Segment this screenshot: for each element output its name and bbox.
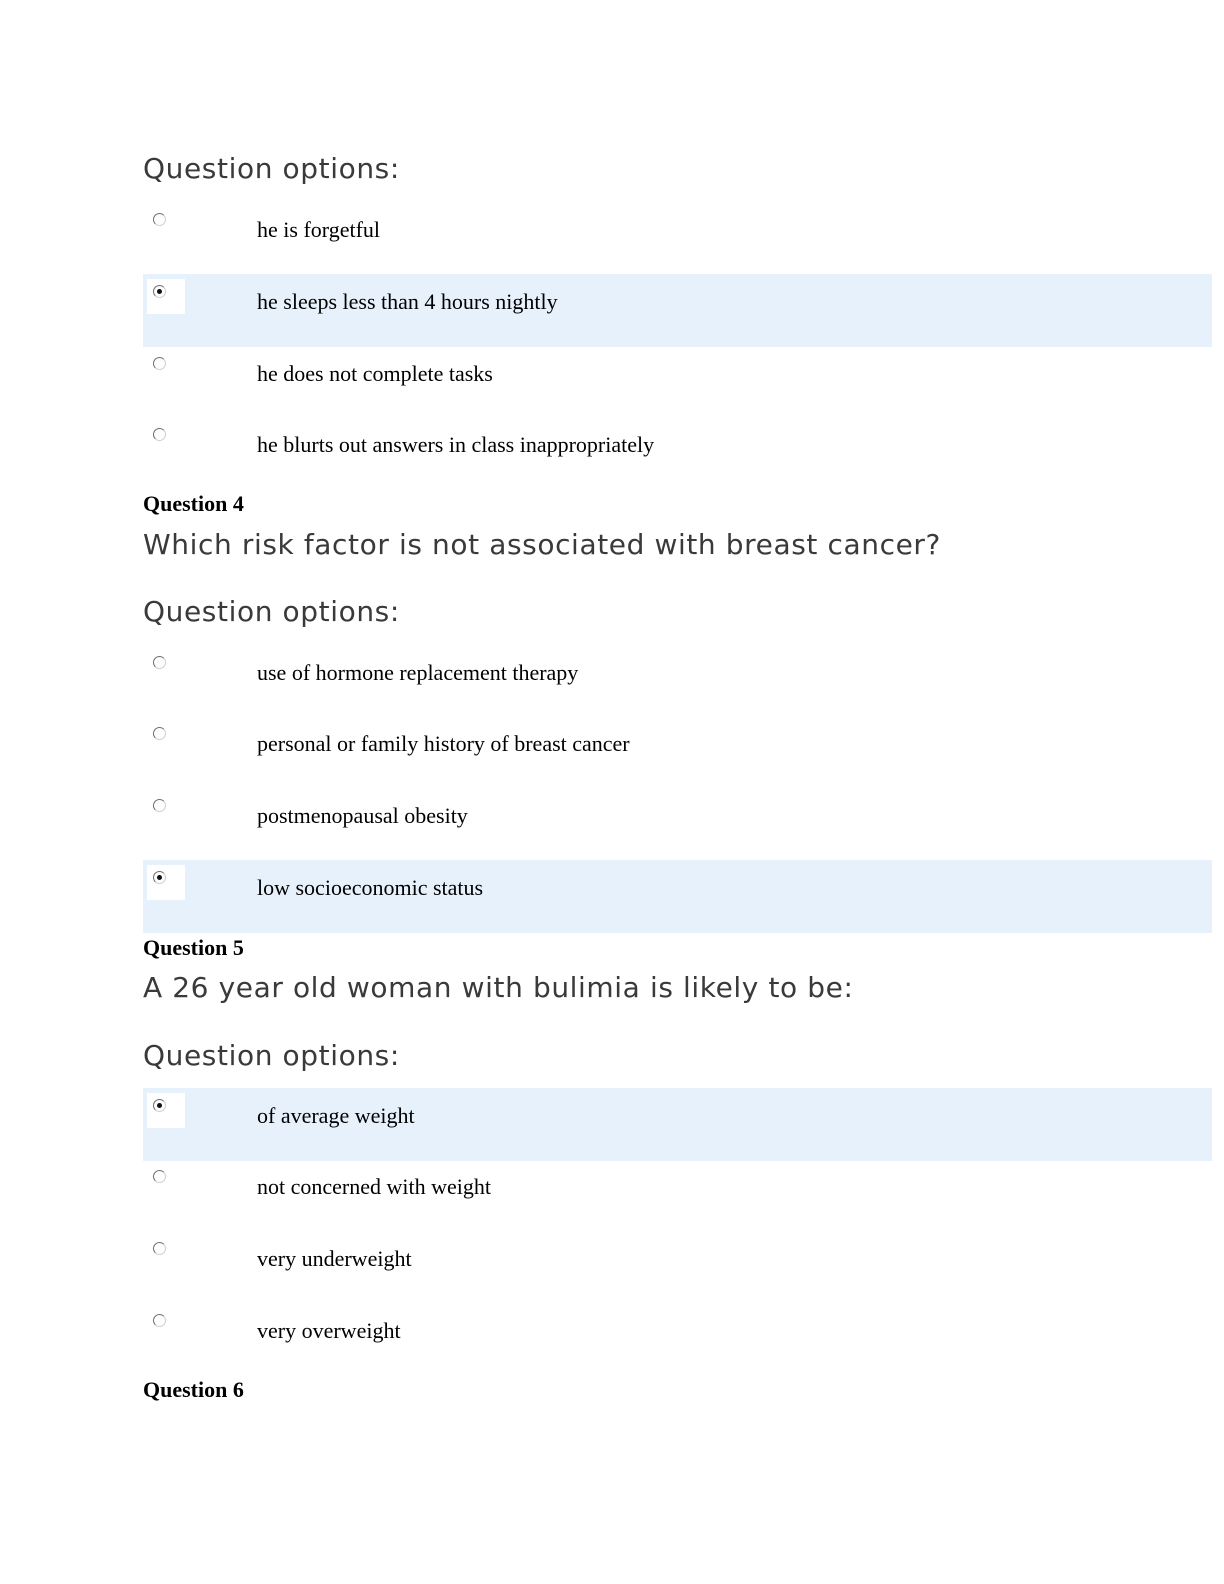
radio-wrap bbox=[147, 1093, 185, 1128]
question-4-prompt: Which risk factor is not associated with breast cancer? bbox=[143, 528, 941, 561]
radio-wrap bbox=[147, 279, 185, 314]
q3-option-1[interactable] bbox=[143, 202, 1212, 275]
question-5-number: Question 5 bbox=[143, 935, 244, 960]
q3-option-2[interactable] bbox=[143, 274, 1212, 347]
option-label: use of hormone replacement therapy bbox=[257, 660, 579, 685]
radio-wrap bbox=[147, 1308, 185, 1343]
question-6-number: Question 6 bbox=[143, 1377, 244, 1402]
radio-button[interactable] bbox=[153, 727, 166, 740]
q4-option-3[interactable] bbox=[143, 788, 1212, 861]
radio-wrap bbox=[147, 1164, 185, 1199]
q5-option-1[interactable] bbox=[143, 1088, 1212, 1161]
radio-wrap bbox=[147, 1236, 185, 1271]
q5-option-3[interactable] bbox=[143, 1231, 1212, 1304]
q5-option-4[interactable] bbox=[143, 1303, 1212, 1376]
q4-option-1[interactable] bbox=[143, 645, 1212, 718]
question-options-heading: Question options: bbox=[143, 152, 400, 185]
option-label: of average weight bbox=[257, 1103, 415, 1128]
radio-button[interactable] bbox=[153, 799, 166, 812]
radio-button[interactable] bbox=[153, 656, 166, 669]
option-label: he sleeps less than 4 hours nightly bbox=[257, 289, 558, 314]
radio-button[interactable] bbox=[153, 213, 166, 226]
option-label: he is forgetful bbox=[257, 217, 381, 242]
q5-option-2[interactable] bbox=[143, 1159, 1212, 1232]
radio-wrap bbox=[147, 793, 185, 828]
radio-wrap bbox=[147, 721, 185, 756]
q3-option-4[interactable] bbox=[143, 417, 1212, 490]
q4-option-4[interactable] bbox=[143, 860, 1212, 933]
q4-option-2[interactable] bbox=[143, 716, 1212, 789]
option-label: not concerned with weight bbox=[257, 1174, 491, 1199]
option-label: low socioeconomic status bbox=[257, 875, 484, 900]
radio-button-selected[interactable] bbox=[153, 871, 166, 884]
option-label: very overweight bbox=[257, 1318, 401, 1343]
radio-button-selected[interactable] bbox=[153, 285, 166, 298]
option-label: he does not complete tasks bbox=[257, 361, 493, 386]
radio-button[interactable] bbox=[153, 357, 166, 370]
radio-wrap bbox=[147, 422, 185, 457]
radio-wrap bbox=[147, 207, 185, 242]
radio-wrap bbox=[147, 865, 185, 900]
question-5-prompt: A 26 year old woman with bulimia is likely to be: bbox=[143, 971, 854, 1004]
radio-button-selected[interactable] bbox=[153, 1099, 166, 1112]
option-label: very underweight bbox=[257, 1246, 412, 1271]
question-options-heading: Question options: bbox=[143, 595, 400, 628]
q3-option-3[interactable] bbox=[143, 346, 1212, 419]
radio-button[interactable] bbox=[153, 1242, 166, 1255]
question-options-heading: Question options: bbox=[143, 1039, 400, 1072]
option-label: he blurts out answers in class inappropriately bbox=[257, 432, 655, 457]
radio-wrap bbox=[147, 351, 185, 386]
radio-button[interactable] bbox=[153, 1170, 166, 1183]
radio-button[interactable] bbox=[153, 1314, 166, 1327]
radio-button[interactable] bbox=[153, 428, 166, 441]
option-label: personal or family history of breast cancer bbox=[257, 731, 630, 756]
option-label: postmenopausal obesity bbox=[257, 803, 468, 828]
radio-wrap bbox=[147, 650, 185, 685]
question-4-number: Question 4 bbox=[143, 491, 244, 516]
